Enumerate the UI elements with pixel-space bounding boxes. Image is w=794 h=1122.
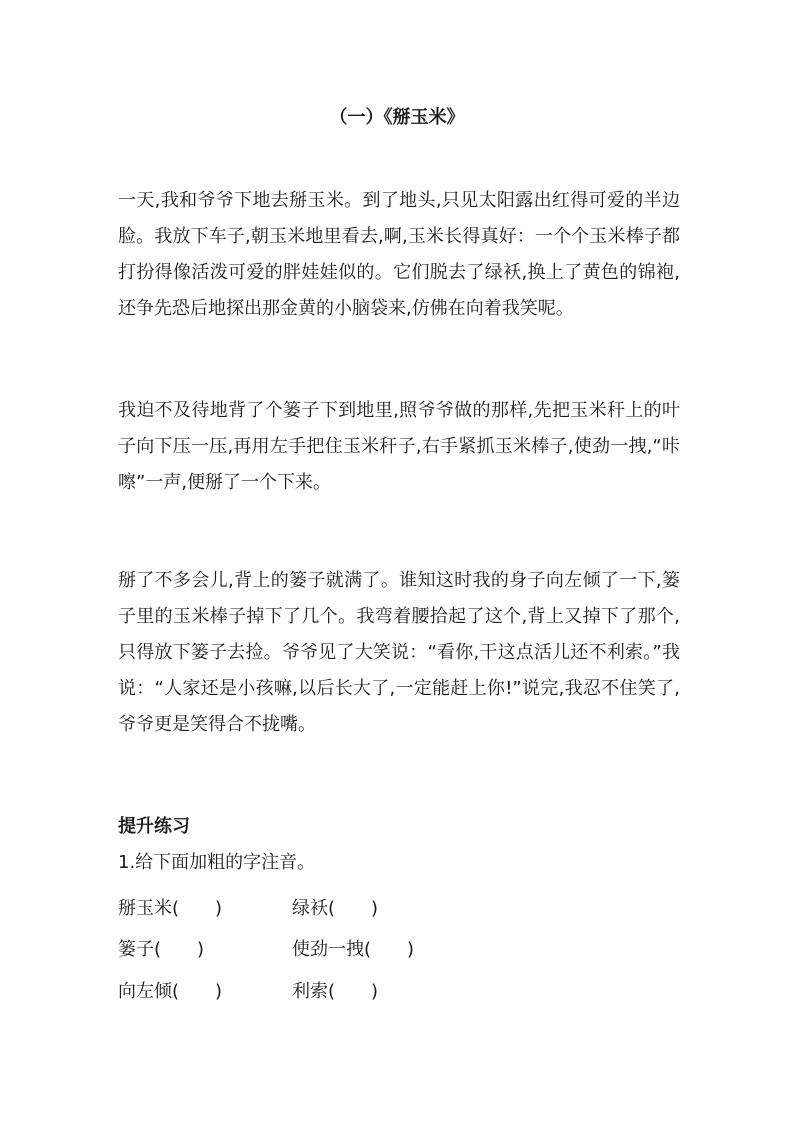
exercise-question-1: 1.给下面加粗的字注音。 [118,852,316,873]
pinyin-row-1 [118,894,718,924]
pinyin-item: 篓子( ) [118,939,205,960]
pinyin-item: 掰玉米( ) [118,898,223,919]
pinyin-row-2 [118,935,718,965]
pinyin-item: 利索( ) [292,981,379,1002]
passage-title: （一）《掰玉米》 [329,107,465,128]
paragraph-1: 一天,我和爷爷下地去掰玉米。到了地头,只见太阳露出红得可爱的半边脸。我放下车子,朝玉米地里看去,啊,玉米长得真好：一个个玉米棒子都打扮得像活泼可爱的胖娃娃似的。它们脱去了绿袄,换上了黄色的锦袍,还争先恐后地探出那金黄的小脑袋来,仿佛在向着我笑呢。 [118,190,680,319]
exercise-heading: 提升练习 [118,816,190,837]
pinyin-item: 使劲一拽( ) [292,939,415,960]
pinyin-item: 向左倾( ) [118,981,223,1002]
paragraph-2: 我迫不及待地背了个篓子下到地里,照爷爷做的那样,先把玉米秆上的叶子向下压一压,再用左手把住玉米秆子,右手紧抓玉米棒子,使劲一拽,“咔嚓”一声,便掰了一个下来。 [118,400,680,493]
pinyin-row-3 [118,977,718,1007]
pinyin-item: 绿袄( ) [292,898,379,919]
paragraph-3: 掰了不多会儿,背上的篓子就满了。谁知这时我的身子向左倾了一下,篓子里的玉米棒子掉下了几个。我弯着腰拾起了这个,背上又掉下了那个,只得放下篓子去捡。爷爷见了大笑说：“看你,干这点活儿还不利索。”我说：“人家还是小孩嘛,以后长大了,一定能赶上你!”说完,我忍不住笑了,爷爷更是笑得合不拢嘴。 [118,570,680,735]
